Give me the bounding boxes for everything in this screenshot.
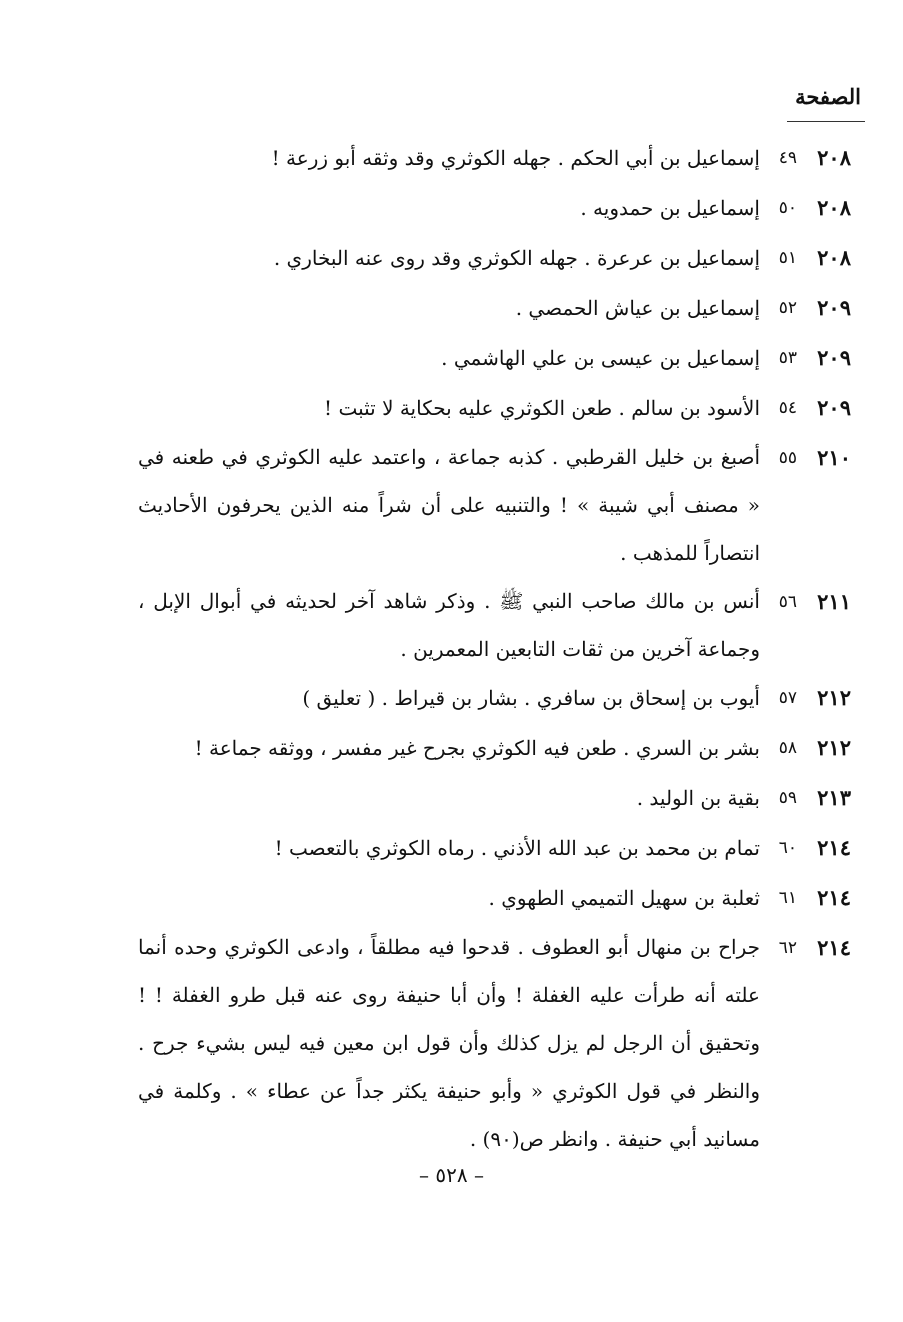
page-number-footer: – ٥٢٨ – (419, 1163, 484, 1187)
entry-page-number: ٢٠٩ (817, 395, 851, 420)
entry-page-number: ٢٠٩ (817, 345, 851, 370)
entry-text: ثعلبة بن سهيل التميمي الطهوي . (488, 886, 760, 910)
entry-text: أيوب بن إسحاق بن سافري . بشار بن قيراط . ( تعليق ) (302, 686, 760, 710)
index-entry (0, 923, 903, 1163)
index-entry (0, 333, 903, 383)
index-entry (0, 433, 903, 577)
entry-text: جراح بن منهال أبو العطوف . قدحوا فيه مطلقاً ، وادعى الكوثري وحده أنما علته أنه طرأت عليه الغفلة ! وأن أبا حنيفة روى عنه قبل طرو الغفلة ! ! وتحقيق أن الرجل لم يزل كذلك وأن قول ابن معين فيه ليس بشيء جرح . والنظر في قول الكوثري « وأبو حنيفة يكثر جداً عن عطاء » . وكلمة في مسانيد أبي حنيفة . وانظر ص(٩٠) . (138, 935, 761, 1151)
index-entry (0, 823, 903, 873)
index-entry (0, 133, 903, 183)
entry-number: ٦٠ (778, 838, 797, 858)
index-entry (0, 383, 903, 433)
entry-text: إسماعيل بن عياش الحمصي . (515, 296, 760, 320)
index-entry (0, 773, 903, 823)
index-entry (0, 873, 903, 923)
entry-text: أصبغ بن خليل القرطبي . كذبه جماعة ، واعتمد عليه الكوثري في طعنه في « مصنف أبي شيبة » ! والتنبيه على أن شراً منه الذين يحرفون الأحاديث انتصاراً للمذهب . (138, 445, 760, 565)
index-entry (0, 577, 903, 673)
entry-page-number: ٢١٤ (817, 935, 851, 960)
entry-number: ٦١ (778, 888, 797, 908)
index-entries (0, 133, 903, 1163)
entry-page-number: ٢٠٨ (817, 145, 851, 170)
header-underline (787, 121, 865, 122)
entry-number: ٥٦ (778, 592, 797, 612)
entry-text: أنس بن مالك صاحب النبي ﷺ . وذكر شاهد آخر لحديثه في أبوال الإبل ، وجماعة آخرين من ثقات التابعين المعمرين . (138, 589, 760, 661)
entry-page-number: ٢٠٨ (817, 245, 851, 270)
entry-text: بشر بن السري . طعن فيه الكوثري بجرح غير مفسر ، ووثقه جماعة ! (194, 736, 760, 760)
entry-text: الأسود بن سالم . طعن الكوثري عليه بحكاية لا تثبت ! (324, 396, 760, 420)
index-entry (0, 673, 903, 723)
entry-page-number: ٢٠٨ (817, 195, 851, 220)
entry-number: ٦٢ (778, 938, 797, 958)
entry-number: ٥٣ (778, 348, 797, 368)
entry-text: إسماعيل بن عرعرة . جهله الكوثري وقد روى عنه البخاري . (273, 246, 760, 270)
entry-number: ٥١ (778, 248, 797, 268)
page-column-header: الصفحة (795, 84, 861, 109)
entry-page-number: ٢١٤ (817, 885, 851, 910)
entry-number: ٥٠ (778, 198, 797, 218)
entry-page-number: ٢١٠ (817, 445, 851, 470)
entry-page-number: ٢١٢ (817, 685, 851, 710)
entry-number: ٥٧ (778, 688, 797, 708)
index-entry (0, 183, 903, 233)
entry-text: إسماعيل بن أبي الحكم . جهله الكوثري وقد وثقه أبو زرعة ! (271, 146, 760, 170)
entry-text: بقية بن الوليد . (636, 786, 760, 810)
entry-number: ٥٢ (778, 298, 797, 318)
entry-number: ٤٩ (778, 148, 797, 168)
entry-number: ٥٨ (778, 738, 797, 758)
entry-text: إسماعيل بن حمدويه . (580, 196, 760, 220)
entry-text: إسماعيل بن عيسى بن علي الهاشمي . (441, 346, 760, 370)
entry-number: ٥٤ (778, 398, 797, 418)
entry-page-number: ٢١٣ (817, 785, 851, 810)
entry-number: ٥٥ (778, 448, 797, 468)
entry-number: ٥٩ (778, 788, 797, 808)
entry-page-number: ٢١١ (817, 589, 851, 614)
entry-text: تمام بن محمد بن عبد الله الأذني . رماه الكوثري بالتعصب ! (274, 836, 760, 860)
entry-page-number: ٢٠٩ (817, 295, 851, 320)
entry-page-number: ٢١٤ (817, 835, 851, 860)
index-entry (0, 233, 903, 283)
index-entry (0, 723, 903, 773)
entry-page-number: ٢١٢ (817, 735, 851, 760)
index-entry (0, 283, 903, 333)
